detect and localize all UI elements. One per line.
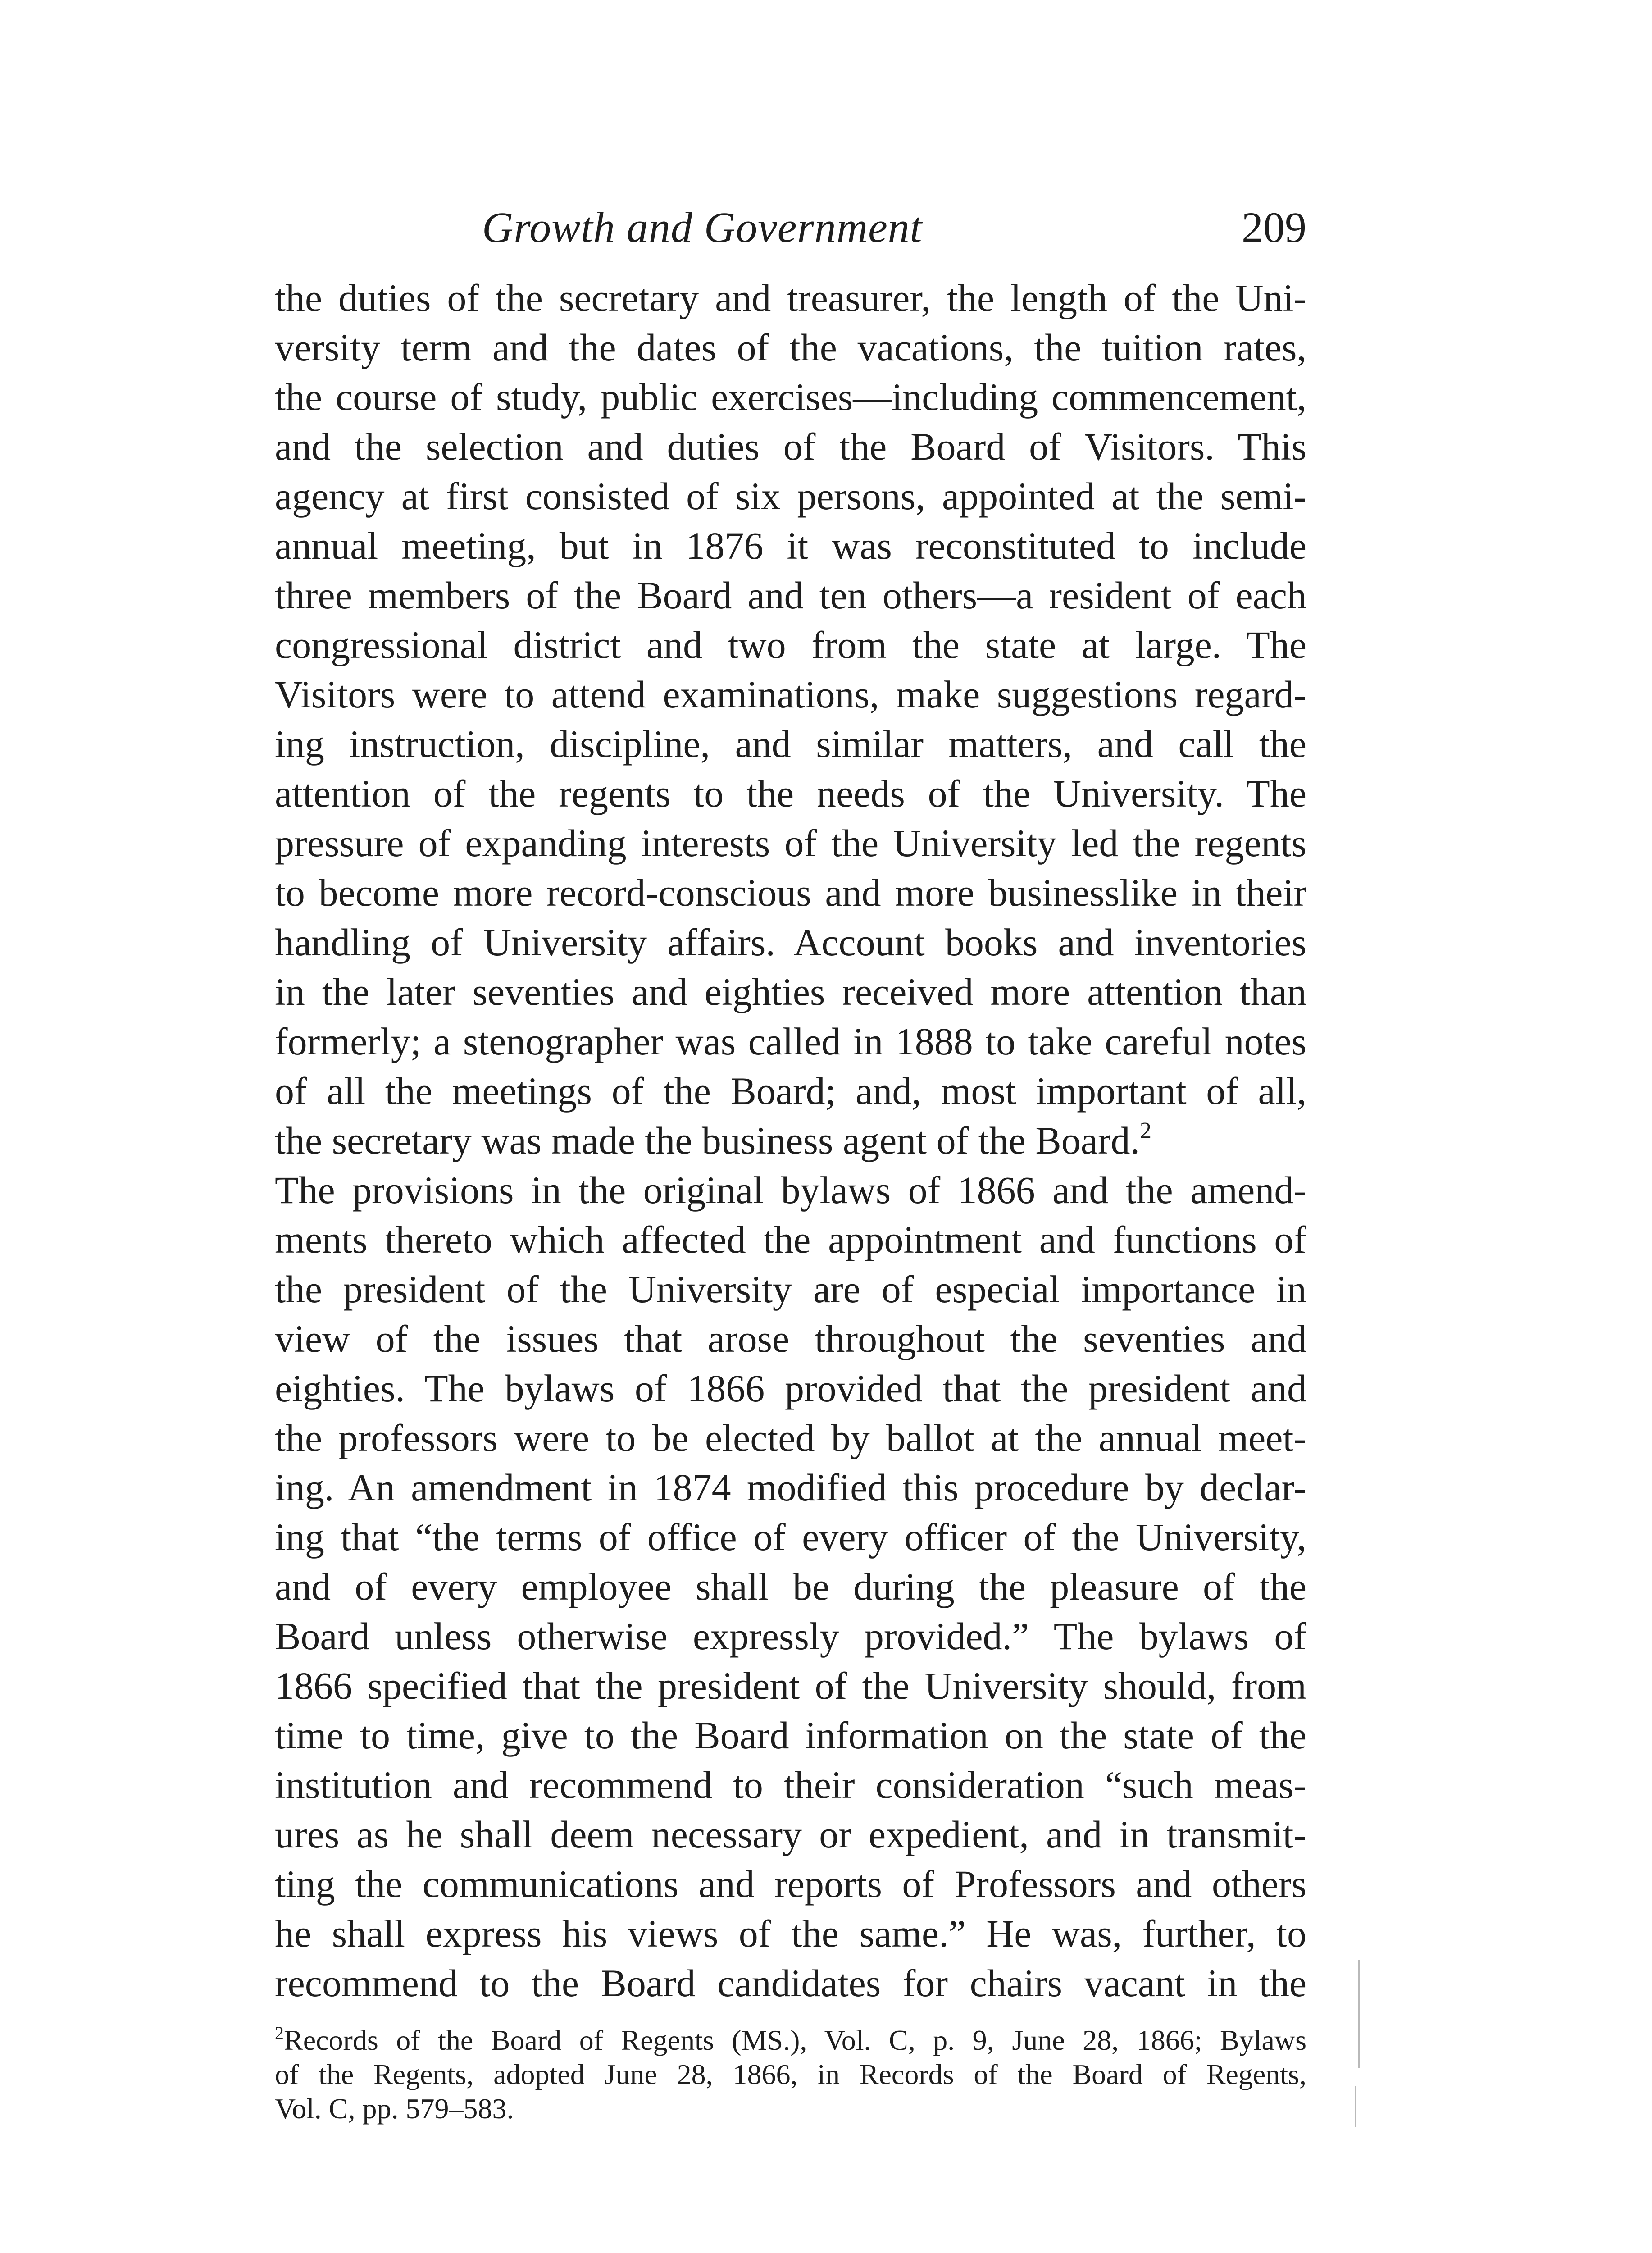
text-line: congressional district and two from the state at large. The bbox=[275, 623, 1306, 666]
text-line: handling of University affairs. Account books and inventories bbox=[275, 921, 1306, 964]
text-line: ures as he shall deem necessary or expedient, and in transmit- bbox=[275, 1813, 1306, 1856]
text-line: to become more record-conscious and more businesslike in their bbox=[275, 871, 1306, 914]
scan-margin-mark bbox=[1355, 2086, 1356, 2127]
text-line: 1866 specified that the president of the University should, from bbox=[275, 1664, 1306, 1707]
footnote-marker: 2 bbox=[275, 2023, 284, 2043]
text-line: ing. An amendment in 1874 modified this procedure by declar- bbox=[275, 1466, 1306, 1509]
text-line: ing that “the terms of office of every officer of the University, bbox=[275, 1515, 1306, 1559]
body-text bbox=[275, 273, 1306, 2008]
running-title: Growth and Government bbox=[482, 203, 923, 251]
text-line: institution and recommend to their consideration “such meas- bbox=[275, 1763, 1306, 1806]
text-line: eighties. The bylaws of 1866 provided that the president and bbox=[275, 1367, 1306, 1410]
text-line: the duties of the secretary and treasurer, the length of the Uni- bbox=[275, 276, 1306, 319]
text-line: ting the communications and reports of Professors and others bbox=[275, 1862, 1306, 1906]
text-line: of all the meetings of the Board; and, most important of all, bbox=[275, 1069, 1306, 1113]
footnote-line: of the Regents, adopted June 28, 1866, in Records of the Board of Regents, bbox=[275, 2058, 1306, 2090]
text-line: the president of the University are of especial importance in bbox=[275, 1268, 1306, 1311]
text-line: and the selection and duties of the Board of Visitors. This bbox=[275, 425, 1306, 468]
footnote-line: Vol. C, pp. 579–583. bbox=[275, 2093, 514, 2125]
text-line: and of every employee shall be during the pleasure of the bbox=[275, 1565, 1306, 1608]
page-number: 209 bbox=[1242, 203, 1306, 251]
text-line: pressure of expanding interests of the University led the regents bbox=[275, 821, 1306, 865]
text-line: in the later seventies and eighties received more attention than bbox=[275, 970, 1306, 1013]
text-line: Board unless otherwise expressly provided.” The bylaws of bbox=[275, 1614, 1306, 1658]
text-line: time to time, give to the Board information on the state of the bbox=[275, 1714, 1306, 1757]
text-line: Visitors were to attend examinations, make suggestions regard- bbox=[275, 673, 1306, 716]
text-line: the secretary was made the business agent of the Board. bbox=[275, 1119, 1140, 1162]
text-line: he shall express his views of the same.” He was, further, to bbox=[275, 1912, 1306, 1955]
text-line: formerly; a stenographer was called in 1888 to take careful notes bbox=[275, 1020, 1306, 1063]
text-line: agency at first consisted of six persons, appointed at the semi- bbox=[275, 474, 1306, 518]
text-line-with-footnote bbox=[275, 1116, 1306, 1165]
footnote-text: Records of the Board of Regents (MS.), Vol. C, p. 9, June 28, 1866; Bylaws bbox=[284, 2024, 1306, 2056]
text-line: attention of the regents to the needs of the University. The bbox=[275, 772, 1306, 815]
text-line: the course of study, public exercises—including commencement, bbox=[275, 375, 1306, 419]
footnote-reference: 2 bbox=[1140, 1118, 1152, 1144]
text-line: annual meeting, but in 1876 it was reconstituted to include bbox=[275, 524, 1306, 567]
paragraph-start-line: The provisions in the original bylaws of 1866 and the amend- bbox=[275, 1168, 1306, 1212]
text-line: three members of the Board and ten others—a resident of each bbox=[275, 574, 1306, 617]
text-line: versity term and the dates of the vacations, the tuition rates, bbox=[275, 326, 1306, 369]
text-line: view of the issues that arose throughout the seventies and bbox=[275, 1317, 1306, 1360]
running-head bbox=[279, 198, 1306, 266]
scan-margin-mark bbox=[1358, 1960, 1360, 2068]
text-line: ing instruction, discipline, and similar matters, and call the bbox=[275, 722, 1306, 766]
footnote bbox=[275, 2023, 1306, 2126]
text-line: recommend to the Board candidates for chairs vacant in the bbox=[275, 1961, 1306, 2005]
footnote-line bbox=[275, 2023, 1306, 2057]
text-line: the professors were to be elected by ballot at the annual meet- bbox=[275, 1416, 1306, 1459]
text-line: ments thereto which affected the appointment and functions of bbox=[275, 1218, 1306, 1261]
